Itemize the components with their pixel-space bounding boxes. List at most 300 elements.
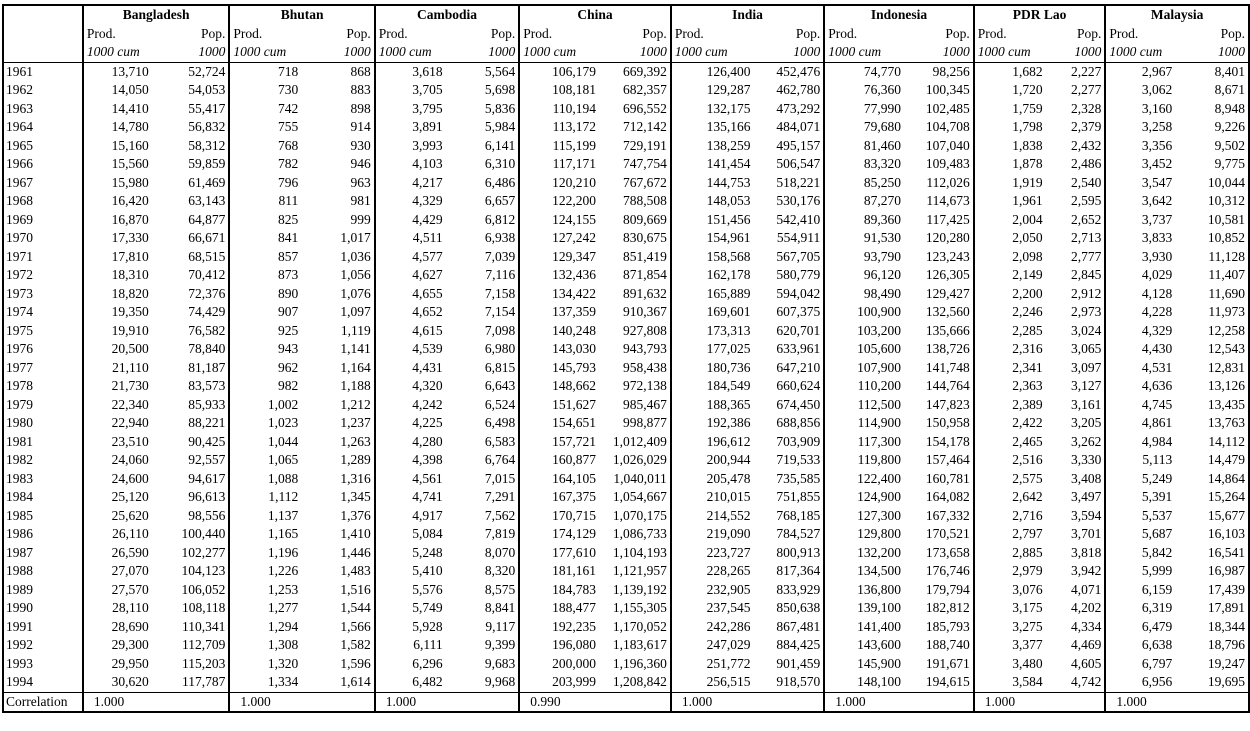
pop-value: 998,877 — [599, 414, 671, 433]
prod-value: 106,179 — [552, 63, 596, 79]
year-cell: 1984 — [3, 488, 83, 507]
table-row — [3, 303, 1249, 322]
prod-value: 77,990 — [863, 100, 902, 116]
prod-value: 2,200 — [1012, 285, 1043, 301]
pop-value: 830,675 — [599, 229, 671, 248]
pop-value: 16,987 — [1175, 562, 1249, 581]
prod-value: 5,113 — [1142, 452, 1173, 468]
prod-value: 1,878 — [1012, 156, 1043, 172]
pop-value: 7,158 — [446, 285, 520, 304]
prod-value: 223,727 — [706, 544, 751, 560]
pop-value: 580,779 — [754, 266, 825, 285]
prod-value: 158,568 — [706, 248, 751, 264]
pop-unit: 1000 — [152, 43, 230, 62]
table-row — [3, 118, 1249, 137]
pop-value: 981 — [301, 192, 375, 211]
prod-value: 873 — [278, 267, 299, 283]
prod-value: 6,319 — [1141, 600, 1173, 616]
pop-value: 9,502 — [1175, 137, 1249, 156]
year-cell: 1972 — [3, 266, 83, 285]
pop-value: 85,933 — [152, 396, 230, 415]
prod-value: 5,928 — [412, 618, 443, 634]
table-row — [3, 636, 1249, 655]
prod-value: 141,454 — [706, 156, 751, 172]
prod-value: 154,961 — [706, 230, 751, 246]
pop-value: 167,332 — [904, 507, 974, 526]
pop-value: 147,823 — [904, 396, 974, 415]
pop-value: 1,012,409 — [599, 433, 671, 452]
prod-subheader: Prod. — [233, 25, 263, 41]
pop-value: 1,208,842 — [599, 673, 671, 692]
pop-value: 59,859 — [152, 155, 230, 174]
prod-value: 2,004 — [1012, 211, 1043, 227]
pop-value: 927,808 — [599, 322, 671, 341]
pop-value: 17,891 — [1175, 599, 1249, 618]
prod-value: 6,111 — [413, 637, 443, 653]
prod-value: 89,360 — [863, 211, 902, 227]
pop-value: 972,138 — [599, 377, 671, 396]
prod-value: 105,600 — [857, 341, 902, 357]
prod-value: 137,359 — [552, 304, 596, 320]
year-cell: 1975 — [3, 322, 83, 341]
prod-value: 4,615 — [412, 322, 443, 338]
pop-value: 90,425 — [152, 433, 230, 452]
pop-value: 851,419 — [599, 248, 671, 267]
prod-value: 2,050 — [1012, 230, 1043, 246]
pop-value: 117,787 — [152, 673, 230, 692]
pop-value: 682,357 — [599, 81, 671, 100]
pop-value: 918,570 — [754, 673, 825, 692]
pop-value: 64,877 — [152, 211, 230, 230]
country-header: India — [671, 5, 824, 25]
pop-value: 2,973 — [1046, 303, 1106, 322]
pop-value: 18,796 — [1175, 636, 1249, 655]
pop-value: 751,855 — [754, 488, 825, 507]
pop-value: 8,070 — [446, 544, 520, 563]
prod-value: 5,999 — [1141, 563, 1173, 579]
prod-value: 203,999 — [552, 674, 596, 690]
pop-value: 2,227 — [1046, 62, 1106, 81]
correlation-value: 1.000 — [1105, 692, 1249, 712]
country-header: Indonesia — [824, 5, 974, 25]
pop-value: 8,575 — [446, 581, 520, 600]
table-row — [3, 470, 1249, 489]
table-row — [3, 81, 1249, 100]
prod-value: 4,531 — [1141, 359, 1173, 375]
prod-value: 2,716 — [1012, 507, 1043, 523]
corner-cell — [3, 5, 83, 25]
pop-value: 1,582 — [301, 636, 375, 655]
pop-value: 884,425 — [754, 636, 825, 655]
pop-value: 112,026 — [904, 174, 974, 193]
pop-value: 94,617 — [152, 470, 230, 489]
year-cell: 1974 — [3, 303, 83, 322]
pop-value: 898 — [301, 100, 375, 119]
pop-value: 104,123 — [152, 562, 230, 581]
prod-value: 126,400 — [706, 63, 751, 79]
year-cell: 1993 — [3, 655, 83, 674]
prod-value: 14,410 — [111, 100, 149, 116]
prod-value: 228,265 — [706, 563, 751, 579]
prod-value: 170,715 — [552, 507, 596, 523]
prod-value: 17,330 — [111, 230, 149, 246]
prod-value: 242,286 — [706, 618, 751, 634]
pop-value: 2,777 — [1046, 248, 1106, 267]
prod-value: 5,391 — [1141, 489, 1173, 505]
correlation-value: 1.000 — [229, 692, 374, 712]
year-cell: 1969 — [3, 211, 83, 230]
prod-value: 145,793 — [552, 359, 596, 375]
prod-value: 21,110 — [112, 359, 149, 375]
prod-value: 3,062 — [1141, 82, 1173, 98]
pop-value: 11,407 — [1175, 266, 1249, 285]
prod-unit: 1000 cum — [519, 43, 599, 62]
prod-value: 1,165 — [267, 526, 299, 542]
year-cell: 1964 — [3, 118, 83, 137]
year-cell: 1961 — [3, 62, 83, 81]
table-row — [3, 618, 1249, 637]
pop-value: 7,116 — [446, 266, 520, 285]
prod-value: 4,430 — [1141, 341, 1173, 357]
pop-value: 452,476 — [754, 62, 825, 81]
prod-value: 730 — [278, 82, 299, 98]
pop-value: 5,984 — [446, 118, 520, 137]
pop-value: 157,464 — [904, 451, 974, 470]
prod-value: 144,753 — [706, 174, 751, 190]
pop-value: 61,469 — [152, 174, 230, 193]
table-row — [3, 192, 1249, 211]
pop-value: 1,237 — [301, 414, 375, 433]
prod-value: 188,477 — [552, 600, 596, 616]
prod-value: 4,320 — [412, 378, 443, 394]
prod-value: 85,250 — [863, 174, 902, 190]
pop-value: 1,086,733 — [599, 525, 671, 544]
prod-value: 19,910 — [111, 322, 149, 338]
prod-value: 120,210 — [552, 174, 596, 190]
pop-value: 107,040 — [904, 137, 974, 156]
pop-value: 100,440 — [152, 525, 230, 544]
prod-value: 4,329 — [1141, 322, 1173, 338]
prod-value: 1,798 — [1012, 119, 1043, 135]
pop-value: 1,289 — [301, 451, 375, 470]
pop-value: 2,713 — [1046, 229, 1106, 248]
prod-value: 15,980 — [111, 174, 149, 190]
prod-value: 925 — [278, 322, 299, 338]
prod-value: 4,627 — [412, 267, 443, 283]
pop-value: 58,312 — [152, 137, 230, 156]
prod-value: 87,270 — [863, 193, 902, 209]
prod-value: 21,730 — [111, 378, 149, 394]
pop-value: 2,432 — [1046, 137, 1106, 156]
pop-value: 11,128 — [1175, 248, 1249, 267]
pop-value: 1,040,011 — [599, 470, 671, 489]
year-cell: 1985 — [3, 507, 83, 526]
pop-value: 883 — [301, 81, 375, 100]
table-row — [3, 525, 1249, 544]
prod-value: 3,160 — [1141, 100, 1173, 116]
table-row — [3, 359, 1249, 378]
prod-value: 4,242 — [412, 396, 443, 412]
prod-value: 148,662 — [552, 378, 596, 394]
prod-value: 4,511 — [412, 230, 443, 246]
pop-value: 3,497 — [1046, 488, 1106, 507]
pop-value: 10,581 — [1175, 211, 1249, 230]
pop-subheader: Pop. — [754, 25, 825, 44]
pop-value: 963 — [301, 174, 375, 193]
pop-value: 7,819 — [446, 525, 520, 544]
year-cell: 1987 — [3, 544, 83, 563]
prod-value: 251,772 — [706, 655, 751, 671]
prod-value: 219,090 — [706, 526, 751, 542]
prod-value: 811 — [278, 193, 299, 209]
pop-value: 8,671 — [1175, 81, 1249, 100]
prod-value: 157,721 — [552, 433, 596, 449]
pop-value: 188,740 — [904, 636, 974, 655]
pop-value: 3,701 — [1046, 525, 1106, 544]
pop-value: 160,781 — [904, 470, 974, 489]
pop-value: 6,815 — [446, 359, 520, 378]
prod-value: 3,618 — [412, 63, 443, 79]
prod-value: 943 — [278, 341, 299, 357]
prod-value: 24,600 — [111, 470, 149, 486]
pop-value: 56,832 — [152, 118, 230, 137]
year-cell: 1979 — [3, 396, 83, 415]
pop-value: 735,585 — [754, 470, 825, 489]
pop-value: 1,212 — [301, 396, 375, 415]
pop-value: 946 — [301, 155, 375, 174]
prod-value: 13,710 — [111, 63, 149, 79]
pop-value: 10,312 — [1175, 192, 1249, 211]
prod-value: 1,919 — [1012, 174, 1043, 190]
prod-value: 1,137 — [267, 507, 299, 523]
pop-value: 141,748 — [904, 359, 974, 378]
pop-value: 15,264 — [1175, 488, 1249, 507]
prod-value: 4,741 — [412, 489, 443, 505]
table-row — [3, 155, 1249, 174]
prod-value: 2,642 — [1012, 489, 1043, 505]
prod-value: 127,242 — [552, 230, 596, 246]
prod-value: 2,098 — [1012, 248, 1043, 264]
prod-value: 29,300 — [111, 637, 149, 653]
pop-value: 12,831 — [1175, 359, 1249, 378]
table-row — [3, 266, 1249, 285]
pop-subheader: Pop. — [152, 25, 230, 44]
prod-value: 28,110 — [112, 600, 149, 616]
pop-value: 129,427 — [904, 285, 974, 304]
pop-value: 506,547 — [754, 155, 825, 174]
prod-value: 4,431 — [412, 359, 443, 375]
table-row — [3, 340, 1249, 359]
prod-value: 237,545 — [706, 600, 751, 616]
pop-value: 170,521 — [904, 525, 974, 544]
prod-value: 143,030 — [552, 341, 596, 357]
prod-value: 4,217 — [412, 174, 443, 190]
prod-value: 3,258 — [1141, 119, 1173, 135]
table-row — [3, 507, 1249, 526]
pop-value: 13,435 — [1175, 396, 1249, 415]
prod-value: 5,749 — [412, 600, 443, 616]
prod-value: 3,833 — [1141, 230, 1173, 246]
pop-value: 179,794 — [904, 581, 974, 600]
prod-value: 4,128 — [1141, 285, 1173, 301]
prod-value: 4,652 — [412, 304, 443, 320]
table-row — [3, 655, 1249, 674]
prod-value: 841 — [278, 230, 299, 246]
pop-subheader: Pop. — [301, 25, 375, 44]
pop-value: 1,164 — [301, 359, 375, 378]
table-container — [2, 4, 1250, 713]
pop-value: 191,671 — [904, 655, 974, 674]
country-header: China — [519, 5, 671, 25]
pop-value: 462,780 — [754, 81, 825, 100]
pop-value: 1,017 — [301, 229, 375, 248]
pop-value: 2,328 — [1046, 100, 1106, 119]
pop-value: 154,178 — [904, 433, 974, 452]
prod-value: 140,248 — [552, 322, 596, 338]
prod-value: 129,287 — [706, 82, 751, 98]
prod-value: 742 — [278, 100, 299, 116]
pop-value: 4,071 — [1046, 581, 1106, 600]
pop-value: 530,176 — [754, 192, 825, 211]
table-row — [3, 174, 1249, 193]
prod-subheader: Prod. — [674, 25, 704, 41]
pop-value: 930 — [301, 137, 375, 156]
prod-value: 2,575 — [1012, 470, 1043, 486]
table-row — [3, 211, 1249, 230]
pop-value: 72,376 — [152, 285, 230, 304]
corner-cell — [3, 25, 83, 44]
correlation-value: 0.990 — [519, 692, 671, 712]
correlation-value: 1.000 — [671, 692, 824, 712]
pop-value: 1,097 — [301, 303, 375, 322]
table-row — [3, 673, 1249, 692]
prod-value: 192,235 — [552, 618, 596, 634]
pop-unit: 1000 — [301, 43, 375, 62]
country-header-row — [3, 5, 1249, 25]
pop-value: 3,024 — [1046, 322, 1106, 341]
pop-value: 9,683 — [446, 655, 520, 674]
table-row — [3, 285, 1249, 304]
pop-value: 999 — [301, 211, 375, 230]
prod-value: 2,465 — [1012, 433, 1043, 449]
prod-value: 890 — [278, 285, 299, 301]
prod-value: 4,103 — [412, 156, 443, 172]
pop-value: 1,544 — [301, 599, 375, 618]
table-row — [3, 396, 1249, 415]
year-cell: 1983 — [3, 470, 83, 489]
prod-value: 247,029 — [706, 637, 751, 653]
prod-value: 139,100 — [857, 600, 902, 616]
prod-value: 141,400 — [857, 618, 902, 634]
prod-value: 173,313 — [706, 322, 751, 338]
pop-value: 1,119 — [301, 322, 375, 341]
prod-value: 5,249 — [1141, 470, 1173, 486]
pop-value: 567,705 — [754, 248, 825, 267]
prod-value: 15,160 — [111, 137, 149, 153]
pop-value: 6,310 — [446, 155, 520, 174]
table-row — [3, 248, 1249, 267]
prod-value: 14,780 — [111, 119, 149, 135]
pop-value: 55,417 — [152, 100, 230, 119]
production-population-table — [2, 4, 1250, 713]
table-row — [3, 544, 1249, 563]
prod-value: 145,900 — [857, 655, 902, 671]
year-cell: 1963 — [3, 100, 83, 119]
pop-value: 9,775 — [1175, 155, 1249, 174]
prod-value: 3,705 — [412, 82, 443, 98]
prod-value: 112,500 — [857, 396, 902, 412]
pop-value: 1,026,029 — [599, 451, 671, 470]
pop-value: 4,605 — [1046, 655, 1106, 674]
table-row — [3, 62, 1249, 81]
pop-value: 891,632 — [599, 285, 671, 304]
prod-value: 19,350 — [111, 304, 149, 320]
pop-value: 8,401 — [1175, 62, 1249, 81]
prod-value: 5,687 — [1141, 526, 1173, 542]
pop-value: 3,161 — [1046, 396, 1106, 415]
prod-value: 15,560 — [111, 156, 149, 172]
prod-value: 4,917 — [412, 507, 443, 523]
prod-value: 4,228 — [1141, 304, 1173, 320]
pop-value: 3,330 — [1046, 451, 1106, 470]
prod-value: 5,537 — [1141, 507, 1173, 523]
correlation-value: 1.000 — [83, 692, 230, 712]
year-cell: 1994 — [3, 673, 83, 692]
prod-value: 1,682 — [1012, 63, 1043, 79]
table-row — [3, 229, 1249, 248]
prod-value: 177,025 — [706, 341, 751, 357]
prod-value: 127,300 — [857, 507, 902, 523]
pop-value: 117,425 — [904, 211, 974, 230]
pop-value: 1,076 — [301, 285, 375, 304]
pop-value: 18,344 — [1175, 618, 1249, 637]
pop-value: 100,345 — [904, 81, 974, 100]
prod-value: 232,905 — [706, 581, 751, 597]
pop-value: 13,126 — [1175, 377, 1249, 396]
prod-value: 2,979 — [1012, 563, 1043, 579]
pop-value: 633,961 — [754, 340, 825, 359]
pop-value: 115,203 — [152, 655, 230, 674]
prod-value: 3,175 — [1012, 600, 1043, 616]
prod-value: 2,363 — [1012, 378, 1043, 394]
pop-value: 3,818 — [1046, 544, 1106, 563]
prod-value: 113,172 — [552, 119, 596, 135]
pop-value: 114,673 — [904, 192, 974, 211]
prod-value: 148,100 — [857, 674, 902, 690]
pop-value: 110,341 — [152, 618, 230, 637]
prod-value: 154,651 — [552, 415, 596, 431]
prod-value: 3,547 — [1141, 174, 1173, 190]
pop-value: 518,221 — [754, 174, 825, 193]
pop-value: 176,746 — [904, 562, 974, 581]
pop-value: 2,486 — [1046, 155, 1106, 174]
prod-value: 3,993 — [412, 137, 443, 153]
year-cell: 1970 — [3, 229, 83, 248]
pop-value: 712,142 — [599, 118, 671, 137]
prod-value: 2,885 — [1012, 544, 1043, 560]
prod-value: 132,200 — [857, 544, 902, 560]
prod-value: 4,577 — [412, 248, 443, 264]
pop-value: 120,280 — [904, 229, 974, 248]
pop-value: 6,141 — [446, 137, 520, 156]
prod-value: 93,790 — [863, 248, 902, 264]
pop-value: 1,196,360 — [599, 655, 671, 674]
subheader-row — [3, 25, 1249, 44]
prod-value: 122,200 — [552, 193, 596, 209]
correlation-row — [3, 692, 1249, 712]
pop-subheader: Pop. — [446, 25, 520, 44]
correlation-label: Correlation — [3, 692, 83, 712]
